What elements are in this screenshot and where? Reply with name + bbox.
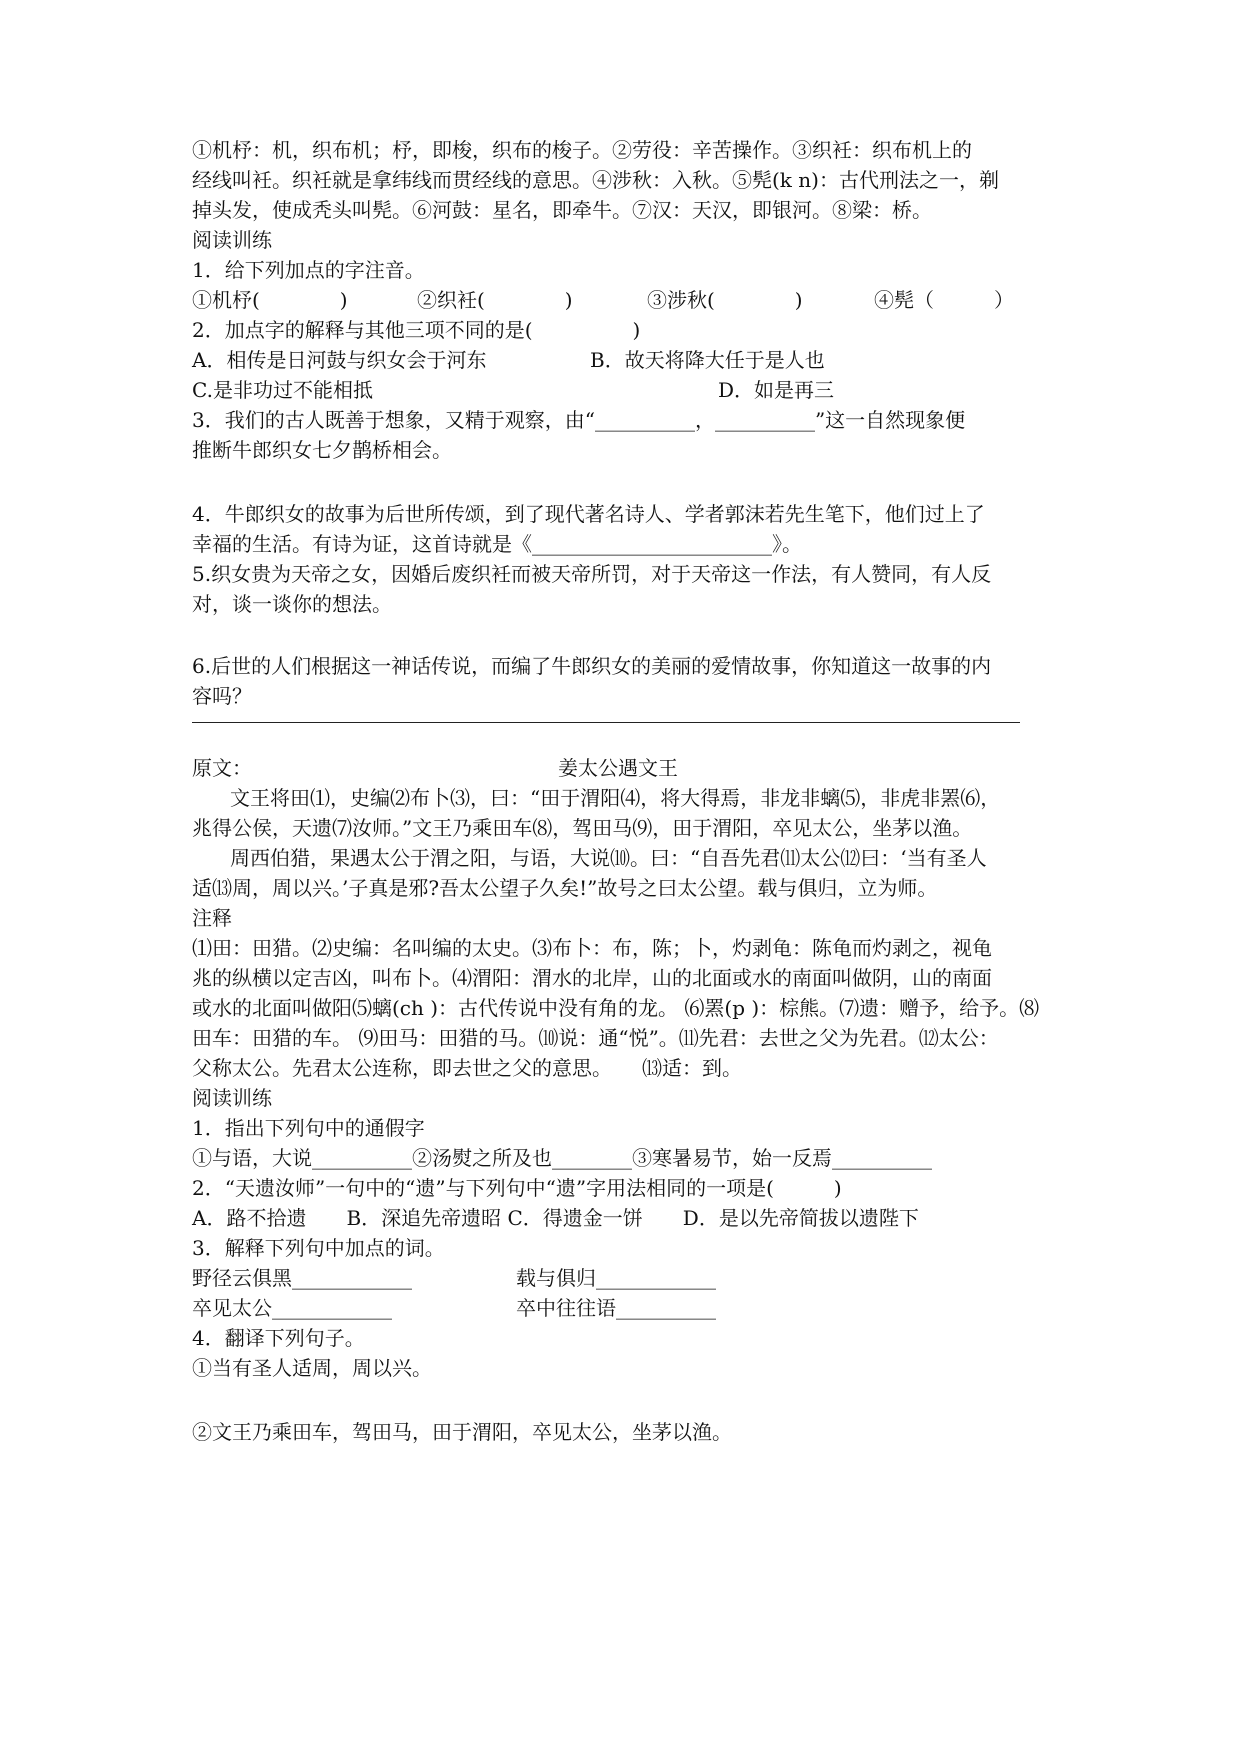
question-3-line-1: 3．我们的古人既善于想象，又精于观察，由“__________，__________”这一自然现象便: [192, 408, 966, 432]
passage-line-4: 适⒀周，周以兴。’子真是邪?吾太公望子久矣!”故号之曰太公望。载与俱归，立为师。: [192, 876, 938, 900]
annotation-line-3: 或水的北面叫做阳⑸螭(ch )：古代传说中没有角的龙。 ⑹罴(p )：棕熊。⑺遗：赠予，给予。⑻: [192, 996, 1040, 1020]
question-4-line-1: 4．牛郎织女的故事为后世所传颂，到了现代著名诗人、学者郭沫若先生笔下，他们过上了: [192, 502, 985, 526]
s2-question-4: 4．翻译下列句子。: [192, 1326, 365, 1350]
s2-question-1-line: ①与语，大说__________②汤熨之所及也________③寒暑易节，始一反焉__________: [192, 1146, 932, 1170]
passage-line-3: 周西伯猎，果遇太公于渭之阳，与语，大说⑽。曰：“自吾先君⑾太公⑿曰：‘当有圣人: [230, 846, 987, 870]
passage-title: 姜太公遇文王: [558, 756, 678, 780]
question-6-line-1: 6.后世的人们根据这一神话传说，而编了牛郎织女的美丽的爱情故事，你知道这一故事的内: [192, 654, 992, 678]
notes-line-2: 经线叫衽。织衽就是拿纬线而贯经线的意思。④涉秋：入秋。⑤髡(k n)：古代刑法之一，剃: [192, 168, 999, 192]
annotation-line-5: 父称太公。先君太公连称，即去世之父的意思。 ⒀适：到。: [192, 1056, 742, 1080]
s2-question-4-item-1: ①当有圣人适周，周以兴。: [192, 1356, 432, 1380]
passage-line-2: 兆得公侯，天遗⑺汝师。”文王乃乘田车⑻，驾田马⑼，田于渭阳，卒见太公，坐茅以渔。: [192, 816, 973, 840]
q3-item-4: 卒中往往语__________: [516, 1296, 716, 1320]
training-heading-1: 阅读训练: [192, 228, 272, 252]
q2-option-b: B．故天将降大任于是人也: [590, 348, 825, 372]
notes-line-1: ①机杼：机，织布机；杼，即梭，织布的梭子。②劳役：辛苦操作。③织衽：织布机上的: [192, 138, 972, 162]
annotation-line-1: ⑴田：田猎。⑵史编：名叫编的太史。⑶布卜：布，陈；卜，灼剥龟：陈龟而灼剥之，视龟: [192, 936, 992, 960]
s2-question-4-item-2: ②文王乃乘田车，驾田马，田于渭阳，卒见太公，坐茅以渔。: [192, 1420, 732, 1444]
q1-item-1: ①机杼( ): [192, 288, 348, 312]
training-heading-2: 阅读训练: [192, 1086, 272, 1110]
q1-item-3: ③涉秋( ): [647, 288, 803, 312]
s2-question-2: 2．“天遗汝师”一句中的“遗”与下列句中“遗”字用法相同的一项是( ): [192, 1176, 842, 1200]
q1-item-4: ④髡（ ）: [874, 288, 1014, 312]
question-3-line-2: 推断牛郎织女七夕鹊桥相会。: [192, 438, 452, 462]
q3-item-3: 卒见太公____________: [192, 1296, 392, 1320]
annotation-line-4: 田车：田猎的车。 ⑼田马：田猎的马。⑽说：通“悦”。⑾先君：去世之父为先君。⑿太公：: [192, 1026, 999, 1050]
question-4-line-2: 幸福的生活。有诗为证，这首诗就是《________________________》。: [192, 532, 802, 556]
q2-option-c: C.是非功过不能相抵: [192, 378, 373, 402]
annotations-heading: 注释: [192, 906, 232, 930]
passage-line-1: 文王将田⑴，史编⑵布卜⑶，曰：“田于渭阳⑷，将大得焉，非龙非螭⑸，非虎非罴⑹，: [230, 786, 1001, 810]
s2-question-2-options: A．路不拾遗 B．深追先帝遗昭 C．得遗金一饼 D．是以先帝简拔以遗陛下: [192, 1206, 919, 1230]
original-label: 原文：: [192, 756, 252, 780]
q2-option-a: A．相传是日河鼓与织女会于河东: [192, 348, 487, 372]
notes-line-3: 掉头发，使成秃头叫髡。⑥河鼓：星名，即牵牛。⑦汉：天汉，即银河。⑧梁：桥。: [192, 198, 932, 222]
question-2: 2．加点字的解释与其他三项不同的是( ): [192, 318, 641, 342]
s2-question-1: 1．指出下列句中的通假字: [192, 1116, 425, 1140]
annotation-line-2: 兆的纵横以定吉凶，叫布卜。⑷渭阳：渭水的北岸，山的北面或水的南面叫做阴，山的南面: [192, 966, 992, 990]
answer-line: [192, 722, 1020, 723]
q1-item-2: ②织衽( ): [417, 288, 573, 312]
s2-question-3: 3．解释下列句中加点的词。: [192, 1236, 445, 1260]
question-5-line-1: 5.织女贵为天帝之女，因婚后废织衽而被天帝所罚，对于天帝这一作法，有人赞同，有人反: [192, 562, 992, 586]
q3-item-1: 野径云俱黑____________: [192, 1266, 412, 1290]
question-6-line-2: 容吗？: [192, 684, 252, 708]
question-5-line-2: 对，谈一谈你的想法。: [192, 592, 392, 616]
q3-item-2: 载与俱归____________: [516, 1266, 716, 1290]
question-1: 1．给下列加点的字注音。: [192, 258, 425, 282]
q2-option-d: D．如是再三: [718, 378, 835, 402]
